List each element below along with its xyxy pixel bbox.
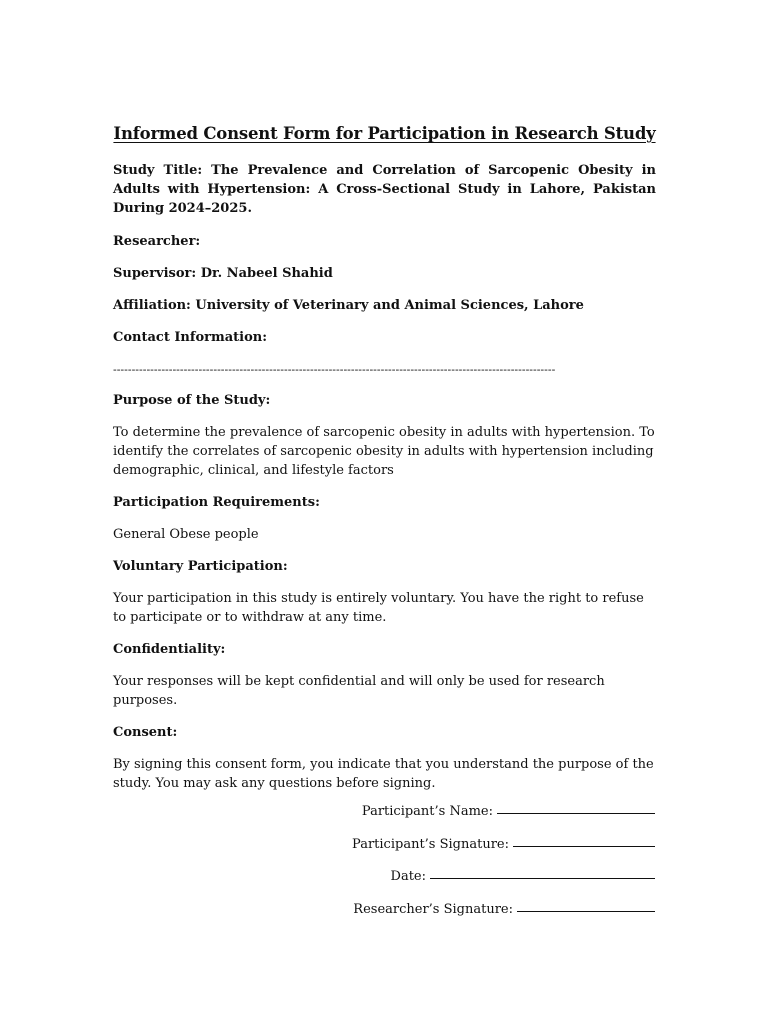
confidentiality-heading: Confidentiality:: [113, 642, 226, 657]
voluntary-body: Your participation in this study is entirely voluntary. You have the right to refuse to participate or to withdraw at any time.: [113, 591, 644, 625]
researcher-signature-field[interactable]: [517, 911, 655, 912]
participant-signature-label: Participant’s Signature:: [352, 836, 509, 852]
researcher-signature-row: [235, 900, 655, 933]
signature-block: [235, 802, 655, 932]
date-label: Date:: [390, 869, 426, 884]
researcher-label: Researcher:: [113, 234, 201, 249]
consent-heading: Consent:: [113, 725, 178, 740]
confidentiality-body: Your responses will be kept confidential and will only be used for research purposes.: [113, 674, 605, 708]
consent-body: By signing this consent form, you indicate that you understand the purpose of the study. You may ask any questions before signing.: [113, 757, 654, 791]
purpose-heading: Purpose of the Study:: [113, 393, 271, 408]
requirements-body: General Obese people: [113, 527, 259, 542]
supervisor-line: Supervisor: Dr. Nabeel Shahid: [113, 266, 333, 281]
voluntary-heading: Voluntary Participation:: [113, 559, 288, 574]
date-field[interactable]: [430, 878, 655, 879]
date-row: [235, 867, 655, 900]
dashed-divider: -----------------------------------------------------------------------------------------------------------------------: [113, 363, 556, 376]
researcher-signature-label: Researcher’s Signature:: [353, 901, 513, 917]
consent-form-page: [113, 124, 656, 806]
purpose-body: To determine the prevalence of sarcopenic obesity in adults with hypertension. To identify the correlates of sarcopenic obesity in adults with hypertension including demographic, clinical, and lifestyle factors: [113, 425, 655, 478]
participant-name-row: [235, 802, 655, 835]
contact-info-label: Contact Information:: [113, 330, 268, 345]
study-title: Study Title: The Prevalence and Correlation of Sarcopenic Obesity in Adults with Hypertension: A Cross-Sectional Study in Lahore, Pakistan During 2024–2025.: [113, 163, 656, 216]
participant-signature-row: [235, 835, 655, 868]
participant-name-label: Participant’s Name:: [361, 804, 493, 819]
participant-signature-field[interactable]: [513, 846, 655, 847]
form-title: Informed Consent Form for Participation in Research Study: [113, 124, 656, 143]
requirements-heading: Participation Requirements:: [113, 495, 320, 510]
participant-name-field[interactable]: [497, 813, 655, 814]
affiliation-line: Affiliation: University of Veterinary and Animal Sciences, Lahore: [113, 298, 584, 313]
